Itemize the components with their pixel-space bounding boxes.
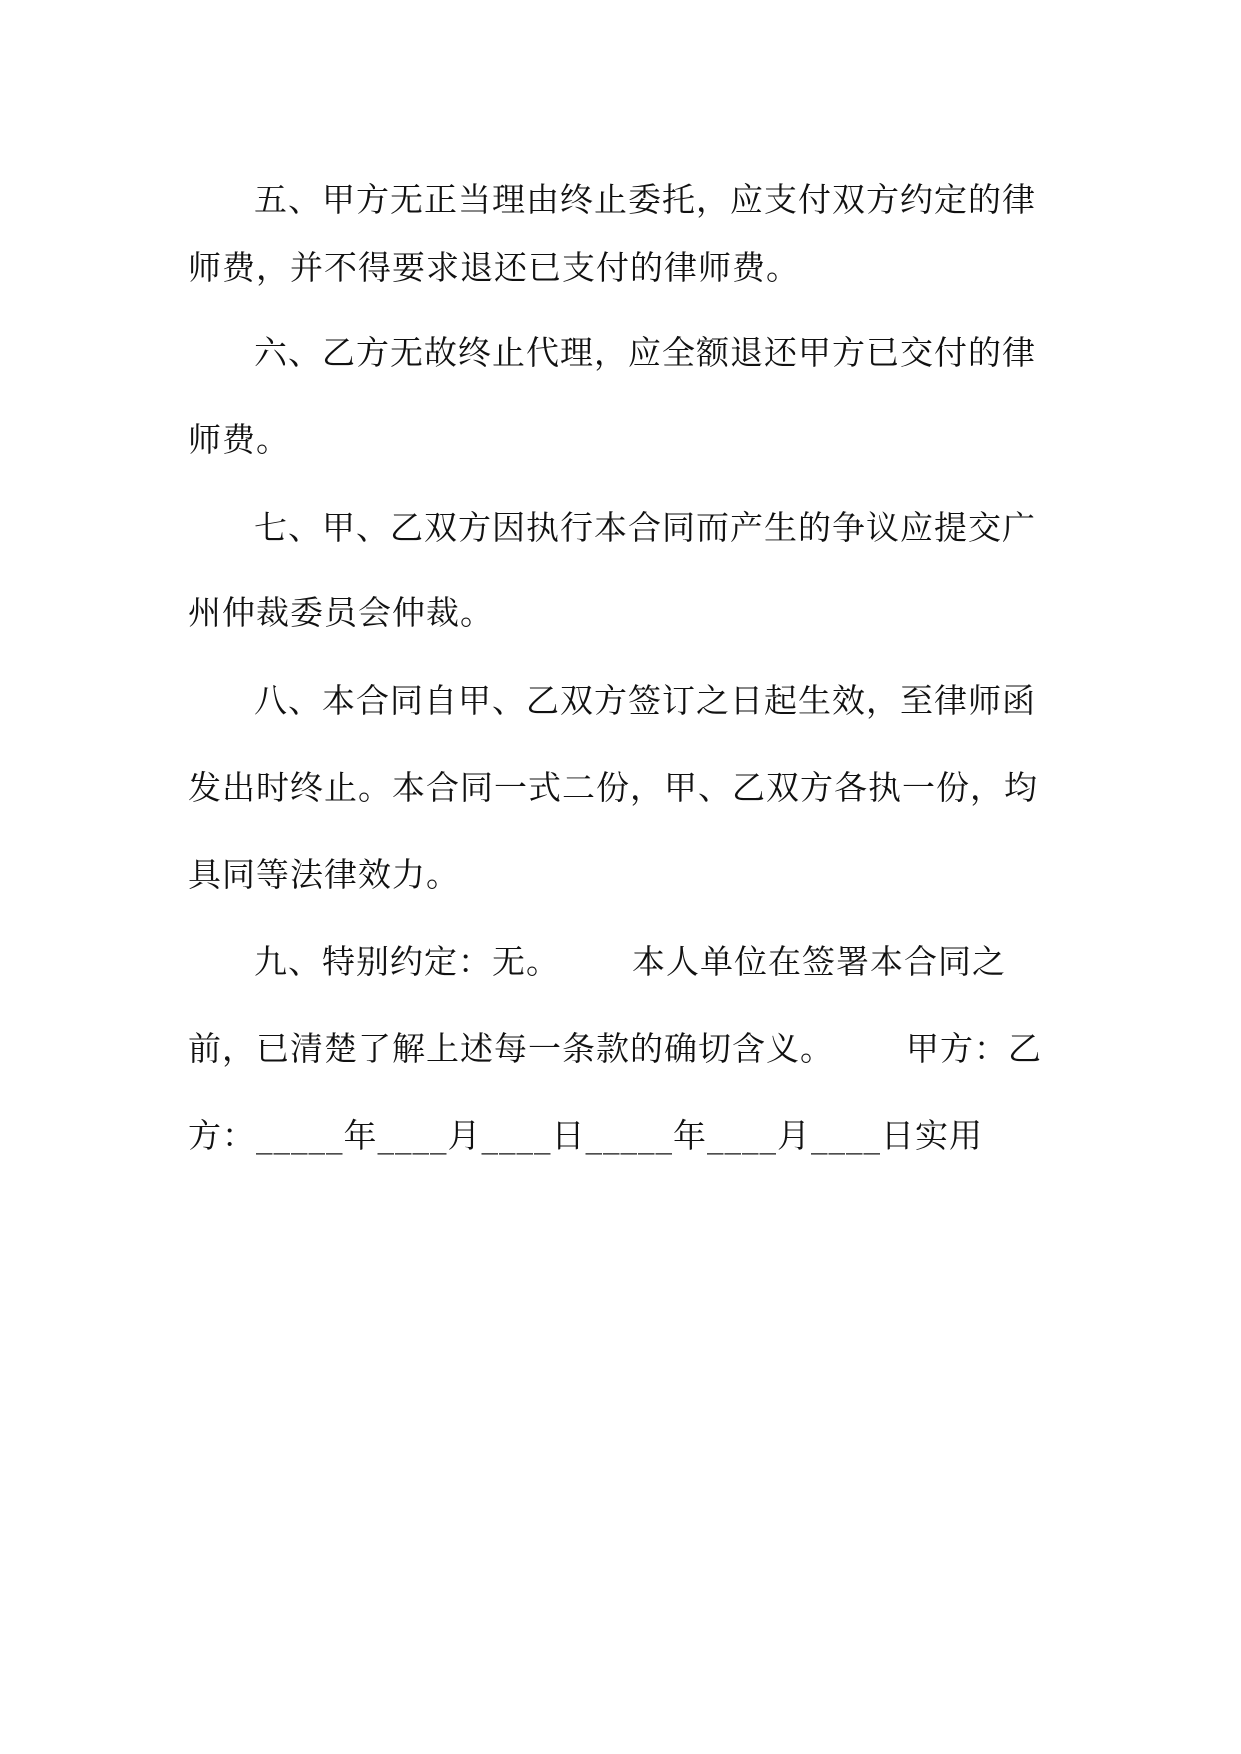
clause-9-line-2 [188, 1019, 1068, 1079]
clause-9-line-1 [254, 932, 1134, 992]
signature-date-line: 方：_____年____月____日_____年____月____日实用 [188, 1116, 983, 1155]
clause-8-line-2: 发出时终止。本合同一式二份，甲、乙双方各执一份，均 [188, 768, 1038, 807]
clause-6-line-2: 师费。 [188, 420, 290, 459]
clause-5-line-1: 五、甲方无正当理由终止委托，应支付双方约定的律 [254, 180, 1036, 219]
acknowledgement-continuation: 前，已清楚了解上述每一条款的确切含义。 [188, 1029, 834, 1068]
clause-8-line-3: 具同等法律效力。 [188, 855, 460, 894]
acknowledgement-text: 本人单位在签署本合同之 [632, 942, 1006, 981]
clause-6-line-1: 六、乙方无故终止代理，应全额退还甲方已交付的律 [254, 333, 1036, 372]
clause-9-text: 九、特别约定：无。 [254, 942, 560, 981]
clause-5-line-2: 师费，并不得要求退还已支付的律师费。 [188, 248, 800, 287]
clause-8-line-1: 八、本合同自甲、乙双方签订之日起生效，至律师函 [254, 681, 1036, 720]
clause-7-line-2: 州仲裁委员会仲裁。 [188, 593, 494, 632]
party-label: 甲方：乙 [906, 1029, 1042, 1068]
clause-7-line-1: 七、甲、乙双方因执行本合同而产生的争议应提交广 [254, 508, 1036, 547]
